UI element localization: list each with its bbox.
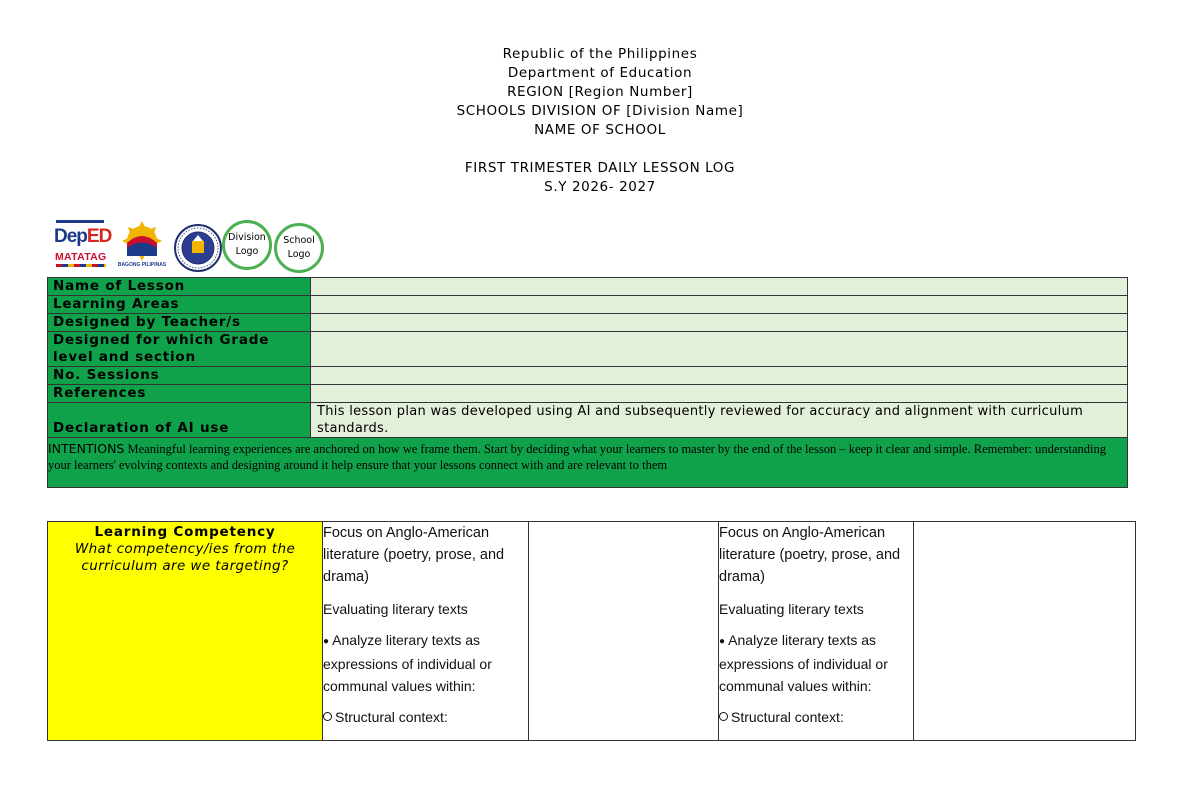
school-logo: School Logo [274,223,324,273]
empty-cell[interactable] [914,522,1136,741]
division-logo: Division Logo [222,220,272,270]
field-designed-by[interactable] [311,314,1128,332]
competency-content-a[interactable] [323,522,529,741]
header-school: NAME OF SCHOOL [534,122,666,138]
label-learning-areas: Learning Areas [48,296,311,314]
hollow-circle-icon [719,712,728,721]
focus-circle-item: Structural context: [719,706,913,728]
document-title: FIRST TRIMESTER DAILY LESSON LOG [464,160,736,176]
document-header [0,45,1200,197]
table-row [48,314,1128,332]
focus-heading: Focus on Anglo-American literature (poetry, prose, and drama) [323,525,505,585]
school-year: S.Y 2026- 2027 [544,179,656,195]
label-no-sessions: No. Sessions [48,367,311,385]
header-republic: Republic of the Philippines [502,46,698,62]
hollow-circle-icon [323,712,332,721]
label-grade-level: Designed for which Grade level and section [48,332,311,367]
field-references[interactable] [311,385,1128,403]
field-grade-level[interactable] [311,332,1128,367]
intentions-cell [48,438,1128,488]
table-row [48,296,1128,314]
label-name-of-lesson: Name of Lesson [48,278,311,296]
label-references: References [48,385,311,403]
header-department: Department of Education [507,65,693,81]
table-row [48,438,1128,488]
learning-competency-cell [48,522,323,741]
focus-bullet: ● Analyze literary texts as expressions of individual or communal values within: [323,632,492,694]
header-region: REGION [Region Number] [507,84,693,100]
focus-circle-item: Structural context: [323,706,528,728]
focus-heading: Focus on Anglo-American literature (poetry, prose, and drama) [719,525,901,585]
bagong-pilipinas-logo [118,221,166,271]
lesson-info-table [47,277,1128,488]
bullet-icon: ● [323,636,330,647]
deped-seal-logo [174,224,222,272]
competency-table [47,521,1136,741]
field-ai-declaration[interactable]: This lesson plan was developed using AI and subsequently reviewed for accuracy and alignment with curriculum standards. [311,403,1128,438]
table-row [48,278,1128,296]
empty-cell[interactable] [529,522,719,741]
intentions-text: Meaningful learning experiences are anchored on how we frame them. Start by deciding what your learners to master by the end of the lesson – keep it clear and simple. Remember: understanding your learners' evolving contexts and designing around it help ensure that your lessons connect with and are relevant to them [48,442,1106,472]
competency-content-b[interactable] [719,522,914,741]
table-row [48,367,1128,385]
label-ai-declaration: Declaration of AI use [48,403,311,438]
deped-matatag-logo: DepED MATATAG [52,220,108,270]
focus-bullet: ● Analyze literary texts as expressions of individual or communal values within: [719,632,888,694]
field-no-sessions[interactable] [311,367,1128,385]
focus-sub: Evaluating literary texts [323,601,468,617]
intentions-keyword: INTENTIONS [48,441,125,456]
field-name-of-lesson[interactable] [311,278,1128,296]
header-division: SCHOOLS DIVISION OF [Division Name] [456,103,744,119]
competency-title: Learning Competency [94,524,276,540]
label-designed-by: Designed by Teacher/s [48,314,311,332]
svg-text:BAGONG PILIPINAS: BAGONG PILIPINAS [118,262,166,268]
competency-subtitle: What competency/ies from the curriculum are we targeting? [74,541,296,574]
focus-sub: Evaluating literary texts [719,601,864,617]
table-row [48,385,1128,403]
table-row [48,522,1136,741]
field-learning-areas[interactable] [311,296,1128,314]
table-row [48,403,1128,438]
bullet-icon: ● [719,636,726,647]
table-row [48,332,1128,367]
